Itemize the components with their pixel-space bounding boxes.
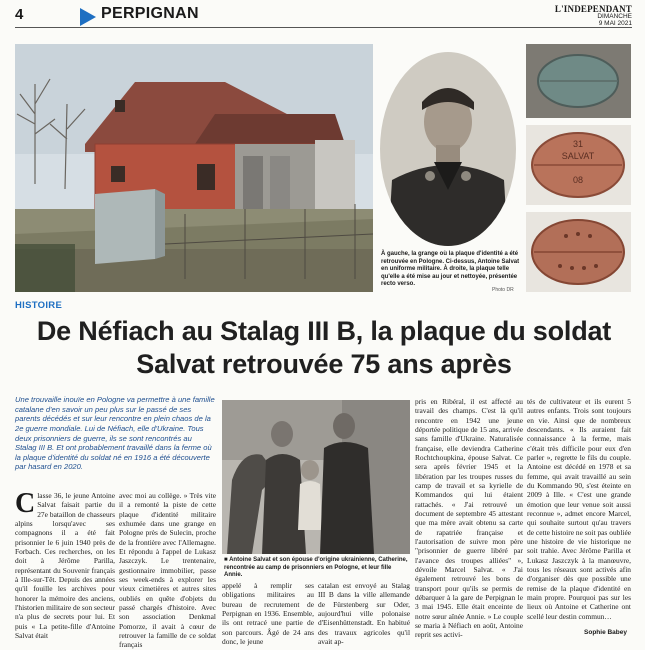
column-3-text: appelé à remplir ses obligations militaires au bureau de recrutement de Perpignan en 1936. Ensemble, ils ont retracé une partie de son parcours. Âgé de 24 ans donc, le jeune bbox=[222, 581, 314, 646]
column-3b-text: catalan est envoyé au Stalag III B dans la ville allemande de Fürstenberg sur Oder, aujourd'hui ville polonaise d'Eisenhüttenstadt. En habitué des travaux agricoles qu'il avait ap- bbox=[318, 581, 410, 646]
section-title: PERPIGNAN bbox=[101, 5, 199, 22]
article-column-4 bbox=[415, 397, 523, 640]
column-1-text: lasse 36, le jeune Antoine Salvat faisait partie du 27e bataillon de chasseurs alpins lorsqu'avec ses compagnons il a été fait prisonnier le 6 juin 1940 près de Forbach. Ces recherches, on les doit à Jérôme Parilla, représentant du Souvenir français à Ille-sur-Têt. Depuis des années qu'il fouille les archives pour honorer la mémoire des anciens, l'historien militaire de son secteur n'a plus de secrets pour lui. Et puis « La petite-fille d'Antoine Salvat était bbox=[15, 491, 115, 640]
publication-name: L'INDEPENDANT bbox=[554, 4, 632, 14]
family-caption-text: Antoine Salvat et son épouse d'origine ukrainienne, Catherine, rencontrée au camp de prisonniers en Pologne, et leur fille Annie. bbox=[224, 557, 408, 578]
family-photo-caption bbox=[224, 557, 410, 580]
article-column-2 bbox=[119, 491, 216, 650]
masthead bbox=[555, 4, 632, 28]
id-tag-photo-verso bbox=[526, 212, 631, 292]
barn-photo bbox=[15, 44, 373, 292]
section-arrow-icon bbox=[80, 8, 96, 26]
article-column-3 bbox=[222, 581, 314, 646]
id-tag-photo-top bbox=[526, 44, 631, 118]
article-column-5 bbox=[527, 397, 631, 621]
caption-marker-icon: ■ bbox=[224, 557, 230, 563]
page-number: 4 bbox=[15, 6, 24, 23]
article-kicker: HISTOIRE bbox=[15, 300, 63, 311]
article-column-3b bbox=[318, 581, 410, 646]
tag-recto-code: 08 bbox=[572, 175, 584, 185]
family-photo bbox=[222, 400, 410, 554]
photo-credit: Photo DR bbox=[492, 287, 514, 293]
tag-recto-name: SALVAT bbox=[561, 151, 595, 161]
column-5-text: tés de cultivateur et ils eurent 5 autres enfants. Trois sont toujours en vie. Ainsi que de nombreux descendants. « Ils auraient fait connaissance à la ferme, mais c'était très difficile pour eux d'en parler », regrette le fils du couple. Antoine est décédé en 1978 et sa femme, qui avait travaillé au sein du Kommando 90, s'est éteinte en 2009 à Ille. « C'est une grande émotion que leur venue soit aussi reconnue », admet encore Marcel, qui souhaite surtout qu'au travers de cette histoire ne soit pas oubliée une histoire de vie historique ne soit trahie. Avec Jérôme Parilla et Lukasz Jaszczyk à la manœuvre, tous les réseaux sont activés afin d'organiser dès que possible une remise de la plaque d'identité en main propre. Pourquoi pas sur les lieux où Antoine et Catherine ont scellé leur destin commun… bbox=[527, 397, 631, 621]
dropcap: C bbox=[15, 488, 36, 519]
author-signature: Sophie Babey bbox=[584, 629, 627, 636]
article-column-1 bbox=[15, 488, 115, 640]
column-2-text: avec moi au collège. » Très vite il a remonté la piste de cette plaque d'identité militaire exhumée dans une grange en Pologne près de Sulecin, proche de la frontière avec l'Allemagne. Et répondu à l'appel de Lukasz Jaszczyk. Le trentenaire, gestionnaire immobilier, passe ses week-ends à explorer les vieux cimetières et autres sites oubliés en quête d'objets du passé chargés d'histoire. Avec son association Denkmal Pomorze, il avait à cœur de retrouver la famille de ce soldat français bbox=[119, 491, 216, 650]
publication-day: DIMANCHE bbox=[597, 13, 632, 20]
id-tag-photo-recto bbox=[526, 125, 631, 205]
header-divider bbox=[15, 27, 632, 28]
photo-caption: À gauche, la grange où la plaque d'identité a été retrouvée en Pologne. Ci-dessus, Antoine Salvat en uniforme militaire. À droite, la plaque telle qu'elle a été mise au jour et nettoyée, présentée recto verso. bbox=[381, 251, 520, 287]
soldier-portrait-photo bbox=[378, 50, 518, 248]
article-headline: De Néfiach au Stalag III B, la plaque du soldat Salvat retrouvée 75 ans après bbox=[36, 316, 612, 379]
article-lead: Une trouvaille inouïe en Pologne va permettre à une famille catalane d'en savoir un peu plus sur le passé de ses parents décédés et sur leur rencontre en plein chaos de la 2e guerre mondiale. Lui de Néfiach, elle d'Ukraine. Tous deux prisonniers de guerre, ils se sont rencontrés au Stalag III B. Et ont probablement travaillé dans la ferme où la plaque d'identité du soldat né en 1916 a été découverte par hasard en 2020. bbox=[15, 395, 215, 472]
tag-recto-number: 31 bbox=[572, 139, 584, 149]
column-4-text: pris en Ribéral, il est affecté au travail des champs. C'est là qu'il rencontre en 1942 une jeune déportée politique de 15 ans, arrivée sans famille d'Ukraine. Naturalisée française, elle deviendra Catherine Rochtchoupkina, épouse Salvat. Ce sera après février 1945 et la libération par les troupes russes du camp de travail et sa kyrielle de Kommandos qui lui étaient rattachés. « J'ai retrouvé un document de septembre 45 attestant que ma mère avait obtenu sa carte de rapatriée française et l'autorisation de suivre mon père "prisonnier de guerre libéré par l'avance des troupes alliées" », dévoile Marcel Salvat. « J'ai également retrouvé les bons de transport pour qu'ils se permis de débarquer à la gare de Perpignan le 3 mai 1945. Elle était enceinte de notre sœur aînée Annie. » Le couple se maria à Néfiach en août, Antoine reprit ses activi- bbox=[415, 397, 523, 640]
publication-date: 9 MAI 2021 bbox=[598, 19, 632, 27]
